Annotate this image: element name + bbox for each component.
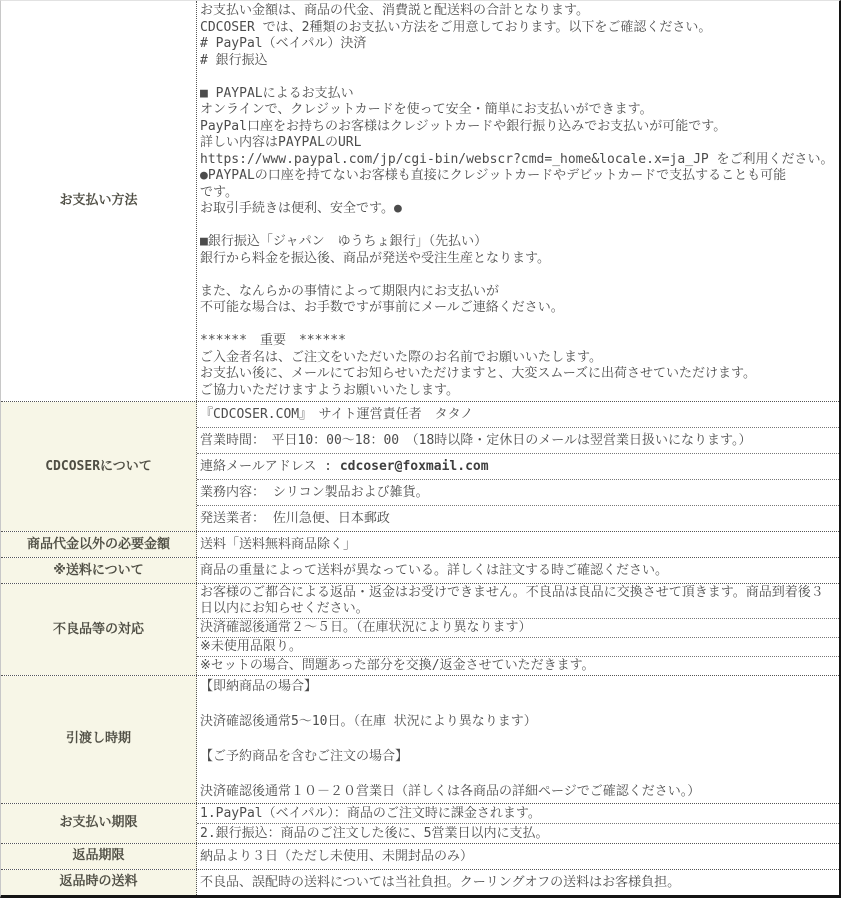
text-line [200,267,836,284]
text-line: ■銀行振込「ジャパン ゆうちょ銀行」（先払い） [200,234,488,249]
text-line: ■ PAYPALによるお支払い [200,85,354,101]
text-line: お支払い後に、メールにてお知らせいただけますと、大変スムーズに出荷させていただけます。 [200,366,757,381]
row-label-return-shipping: 返品時の送料 [1,870,197,895]
row-label-defective-items: 不良品等の対応 [1,584,197,675]
payment-deadline-bank-text: 2.銀行振込：商品のご注文した後に、5営業日以内に支払。 [200,825,549,841]
row-label-return-deadline: 返品期限 [1,844,197,869]
text-line: ご入金者名は、ご注文をいただいた際のお名前でお願いいたします。 [200,349,602,365]
business-hours-text: 営業時間： 平日10：00～18：00 （18時以降・定休日のメールは翌営業日扱いになります。） [197,428,839,454]
defective-policy-text: お客様のご都合による返品・返金はお受けできません。不良品は良品に交換させて頂きます。商品到着後３日以内にお知らせください。 [197,584,839,619]
text-line: 不可能な場合は、お手数ですが事前にメールご連絡ください。 [200,300,564,315]
text-line: ●PAYPALの口座を持てないお客様も直接にクレジットカードやデビットカードで支払することも可能 [200,168,787,183]
defective-items-content [197,584,839,675]
text-line: ご協力いただけますようお願いいたします。 [200,382,459,398]
defective-unused-only-text: ※未使用品限り。 [197,638,839,657]
text-line: PayPal口座をお持ちのお客様はクレジットカードや銀行振り込みでお支払いが可能です。 [200,118,727,134]
text-line [200,696,836,714]
return-shipping-content [197,870,839,895]
text-line: お取引手続きは便利、安全です。● [200,201,402,216]
row-label-extra-charges: 商品代金以外の必要金額 [1,532,197,557]
row-return-deadline [1,844,839,870]
text-line [200,766,836,784]
contact-email-address: cdcoser@foxmail.com [339,459,489,474]
text-line: オンラインで、クレジットカードを使って安全・簡単にお支払いができます。 [200,102,653,117]
text-line: です。 [200,184,238,200]
business-description-text: 業務内容： シリコン製品および雑貨。 [197,480,839,506]
row-return-shipping [1,870,839,895]
row-label-about-cdcoser: CDCOSERについて [1,402,197,531]
extra-charges-content [197,532,839,557]
text-line: 詳しい内容はPAYPALのURL [200,135,362,150]
site-manager-text: 『CDCOSER.COM』 サイト運営責任者 タタノ [197,402,839,428]
text-line: ****** 重要 ****** [200,333,346,348]
payment-deadline-paypal-text: 1.PayPal（ベイパル）：商品のご注文時に課金されます。 [197,804,839,824]
defective-set-policy-text: ※セットの場合、問題あった部分を交換/返金させていただきます。 [200,658,595,673]
row-label-payment-method: お支払い方法 [1,1,197,401]
return-shipping-text: 不良品、誤配時の送料については当社負担。クーリングオフの送料はお客様負担。 [200,874,681,890]
row-shipping-note [1,558,839,584]
row-label-shipping-note: ※送料について [1,558,197,583]
text-line: また、なんらかの事情によって期限内にお支払いが [200,283,500,299]
payment-deadline-content [197,804,839,843]
text-line: 【即納商品の場合】 [200,679,318,694]
text-line [200,218,836,235]
row-label-payment-deadline: お支払い期限 [1,804,197,843]
row-payment-deadline [1,804,839,844]
text-line: 【ご予約商品を含むご注文の場合】 [200,749,409,764]
text-line: https://www.paypal.com/jp/cgi-bin/webscr?cmd=_home&locale.x=ja_JP をご利用ください。 [200,151,834,167]
row-delivery-time [1,676,839,804]
defective-exchange-days-text: 決済確認後通常２～５日。（在庫状況により異なります） [197,619,839,638]
about-cdcoser-content [197,402,839,531]
payment-method-content [197,1,839,401]
contact-email-row [197,454,839,480]
text-line: # 銀行振込 [200,52,268,68]
row-defective-items [1,584,839,676]
text-line [200,317,836,334]
return-deadline-text: 納品より３日（ただし未使用、未開封品のみ） [200,848,474,864]
text-line: 決済確認後通常5～10日。（在庫 状況により異なります） [200,714,537,729]
text-line [200,731,836,749]
text-line: CDCOSER では、2種類のお支払い方法をご用意しております。以下をご確認ください。 [200,19,712,35]
row-payment-method [1,1,839,402]
extra-charges-text: 送料「送料無料商品除く」 [200,537,357,552]
text-line [200,69,836,86]
text-line: 銀行から料金を振込後、商品が発送や受注生産となります。 [200,250,550,266]
row-about-cdcoser [1,402,839,532]
text-line: # PayPal（ベイパル）決済 [200,36,367,51]
row-label-delivery-time: 引渡し時期 [1,676,197,803]
delivery-time-content [197,676,839,803]
shipping-note-text: 商品の重量によって送料が異なっている。詳しくは註文する時ご確認ください。 [200,563,669,578]
return-deadline-content [197,844,839,869]
shipping-carrier-text: 発送業者： 佐川急便、日本郵政 [200,511,390,526]
text-line: お支払い金額は、商品の代金、消費説と配送料の合計となります。 [200,3,589,18]
text-line: 決済確認後通常１０－２０営業日（詳しくは各商品の詳細ページでご確認ください。） [200,784,701,799]
row-extra-charges [1,532,839,558]
contact-email-label: 連絡メールアドレス : [200,459,340,474]
shipping-note-content [197,558,839,583]
